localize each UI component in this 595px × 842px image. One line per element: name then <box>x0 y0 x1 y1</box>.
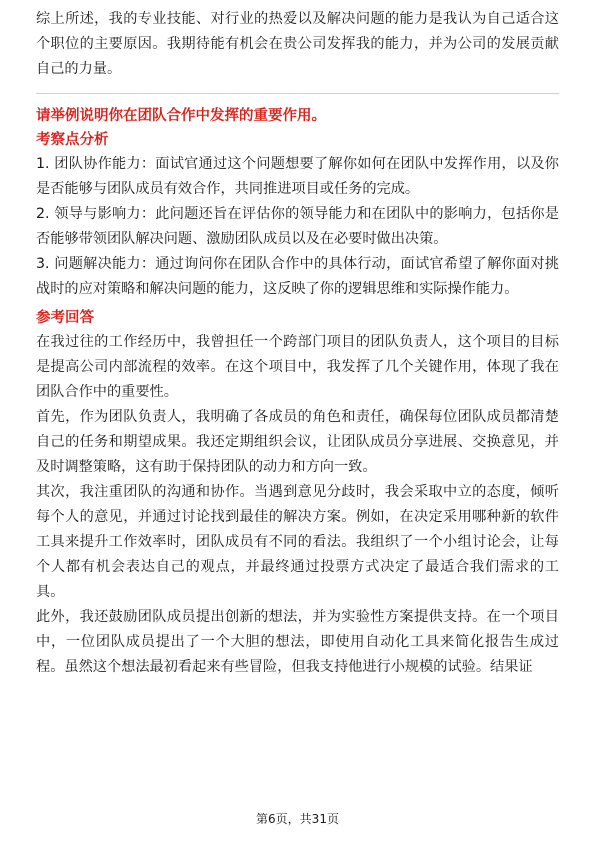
analysis-item-2: 2. 领导与影响力：此问题还旨在评估你的领导能力和在团队中的影响力，包括你是否能够带领团队解决问题、激励团队成员以及在必要时做出决策。 <box>36 206 559 247</box>
answer-paragraph-3: 其次，我注重团队的沟通和协作。当遇到意见分歧时，我会采取中立的态度，倾听每个人的意见，并通过讨论找到最佳的解决方案。例如，在决定采用哪种新的软件工具来提升工作效率时，团队成员有不同的看法。我组织了一个小组讨论会，让每个人都有机会表达自己的观点，并最终通过投票方式决定了最适合我们需求的工具。 <box>36 484 559 600</box>
document-page <box>36 7 559 680</box>
analysis-item-1: 1. 团队协作能力：面试官通过这个问题想要了解你如何在团队中发挥作用，以及你是否能够与团队成员有效合作，共同推进项目或任务的完成。 <box>36 156 559 197</box>
answer-paragraph-2: 首先，作为团队负责人，我明确了各成员的角色和责任，确保每位团队成员都清楚自己的任务和期望成果。我还定期组织会议，让团队成员分享进展、交换意见，并及时调整策略，这有助于保持团队的动力和方向一致。 <box>36 409 559 475</box>
question-title: 请举例说明你在团队合作中发挥的重要作用。 <box>36 108 326 124</box>
analysis-heading: 考察点分析 <box>36 132 109 148</box>
analysis-item-3: 3. 问题解决能力：通过询问你在团队合作中的具体行动，面试官希望了解你面对挑战时的应对策略和解决问题的能力，这反映了你的逻辑思维和实际操作能力。 <box>36 256 559 297</box>
page-number-footer: 第6页，共31页 <box>256 812 339 826</box>
answer-paragraph-1: 在我过往的工作经历中，我曾担任一个跨部门项目的团队负责人，这个项目的目标是提高公司内部流程的效率。在这个项目中，我发挥了几个关键作用，体现了我在团队合作中的重要性。 <box>36 334 559 400</box>
section-divider <box>36 93 559 94</box>
answer-heading: 参考回答 <box>36 310 94 326</box>
intro-paragraph: 综上所述，我的专业技能、对行业的热爱以及解决问题的能力是我认为自己适合这个职位的主要原因。我期待能有机会在贵公司发挥我的能力，并为公司的发展贡献自己的力量。 <box>36 11 559 77</box>
answer-paragraph-4: 此外，我还鼓励团队成员提出创新的想法，并为实验性方案提供支持。在一个项目中，一位团队成员提出了一个大胆的想法，即使用自动化工具来简化报告生成过程。虽然这个想法最初看起来有些冒险，但我支持他进行小规模的试验。结果证 <box>36 609 559 675</box>
